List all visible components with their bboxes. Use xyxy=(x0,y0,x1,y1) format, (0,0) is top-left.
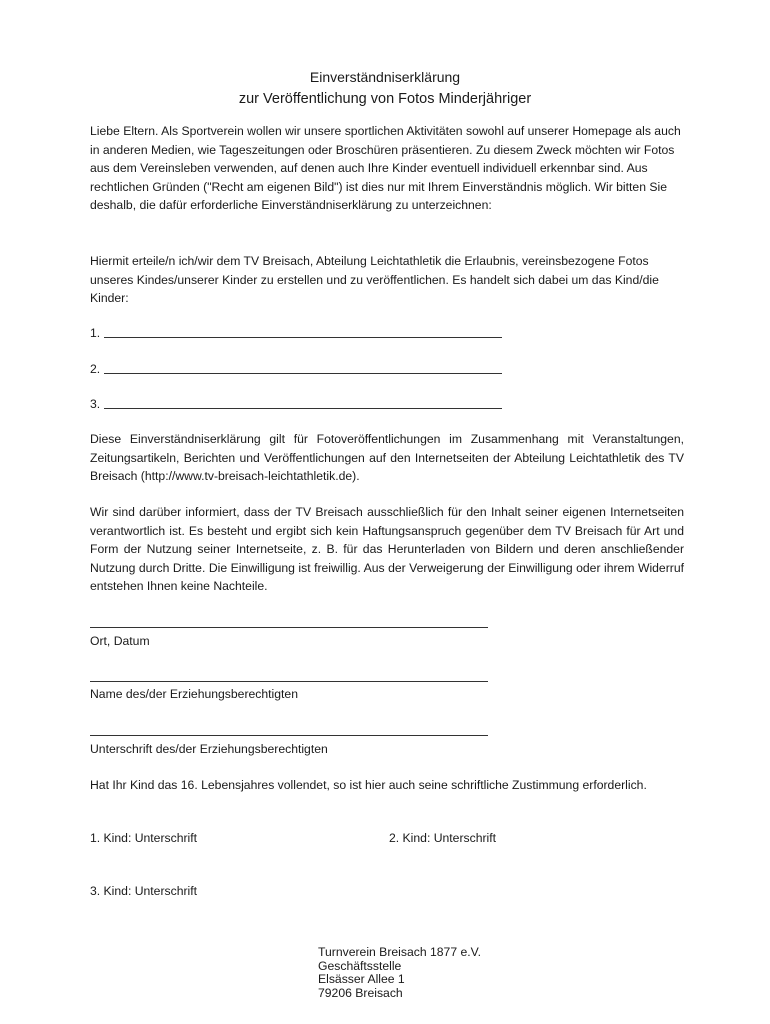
footer-club-name: Turnverein Breisach 1877 e.V. xyxy=(318,945,482,959)
child-line-2[interactable] xyxy=(90,362,502,376)
child-line-number: 1. xyxy=(90,326,101,340)
place-date-label: Ort, Datum xyxy=(90,634,150,648)
child-line-3[interactable] xyxy=(90,397,502,411)
child-line-rule xyxy=(104,408,502,409)
child-line-number: 2. xyxy=(90,362,101,376)
place-date-line[interactable] xyxy=(90,627,488,628)
age-note-paragraph: Hat Ihr Kind das 16. Lebensjahres vollendet, so ist hier auch seine schriftliche Zustimmung erforderlich. xyxy=(90,778,647,792)
intro-paragraph: Liebe Eltern. Als Sportverein wollen wir unsere sportlichen Aktivitäten sowohl auf unserer Homepage als auch in anderen Medien, wie Tageszeitungen oder Broschüren präsentieren. Zu diesem Zweck möchten wir Fotos aus dem Vereinsleben verwenden, auf denen auch Ihre Kinder eventuell individuell erkennbar sind. Aus rechtlichen Gründen ("Recht am eigenen Bild") ist dies nur mit Ihrem Einverständnis möglich. Wir bitten Sie deshalb, die dafür erforderliche Einverständniserklärung zu unterzeichnen: xyxy=(90,124,681,213)
guardian-signature-label: Unterschrift des/der Erziehungsberechtigten xyxy=(90,742,328,756)
document-title: Einverständniserklärung xyxy=(309,69,461,85)
scope-paragraph: Diese Einverständniserklärung gilt für Fotoveröffentlichungen im Zusammenhang mit Veranstaltungen, Zeitungsartikeln, Berichten und Veröffentlichungen auf den Internetseiten der Abteilung Leichtathletik des TV Breisach (http://www.tv-breisach-leichtathletik.de). xyxy=(90,432,684,484)
guardian-name-label: Name des/der Erziehungsberechtigten xyxy=(90,687,298,701)
consent-paragraph: Hiermit erteile/n ich/wir dem TV Breisach, Abteilung Leichtathletik die Erlaubnis, vereinsbezogene Fotos unseres Kindes/unserer Kinder zu erstellen und zu veröffentlichen. Es handelt sich dabei um das Kind/die Kinder: xyxy=(90,254,659,306)
document-subtitle: zur Veröffentlichung von Fotos Minderjähriger xyxy=(238,91,532,107)
child-line-number: 3. xyxy=(90,397,101,411)
footer-street: Elsässer Allee 1 xyxy=(318,972,405,986)
footer-office: Geschäftsstelle xyxy=(318,958,402,973)
child-line-rule xyxy=(104,337,502,338)
kid-1-signature-label: 1. Kind: Unterschrift xyxy=(90,831,198,845)
kid-3-signature-label: 3. Kind: Unterschrift xyxy=(90,884,198,898)
liability-paragraph: Wir sind darüber informiert, dass der TV Breisach ausschließlich für den Inhalt seiner eigenen Internetseiten verantwortlich ist. Es besteht und ergibt sich kein Haftungsanspruch gegenüber dem TV Breisach für Art und Form der Nutzung seiner Internetseite, z. B. für das Herunterladen von Bildern und deren anschließender Nutzung durch Dritte. Die Einwilligung ist freiwillig. Aus der Verweigerung der Einwilligung oder ihrem Widerruf entstehen Ihnen keine Nachteile. xyxy=(90,505,684,594)
guardian-signature-line[interactable] xyxy=(90,735,488,736)
footer-city: 79206 Breisach xyxy=(318,985,403,1000)
guardian-name-line[interactable] xyxy=(90,681,488,682)
child-line-1[interactable] xyxy=(90,326,502,340)
kid-2-signature-label: 2. Kind: Unterschrift xyxy=(389,831,497,845)
child-line-rule xyxy=(104,373,502,374)
footer-address xyxy=(318,946,481,1000)
